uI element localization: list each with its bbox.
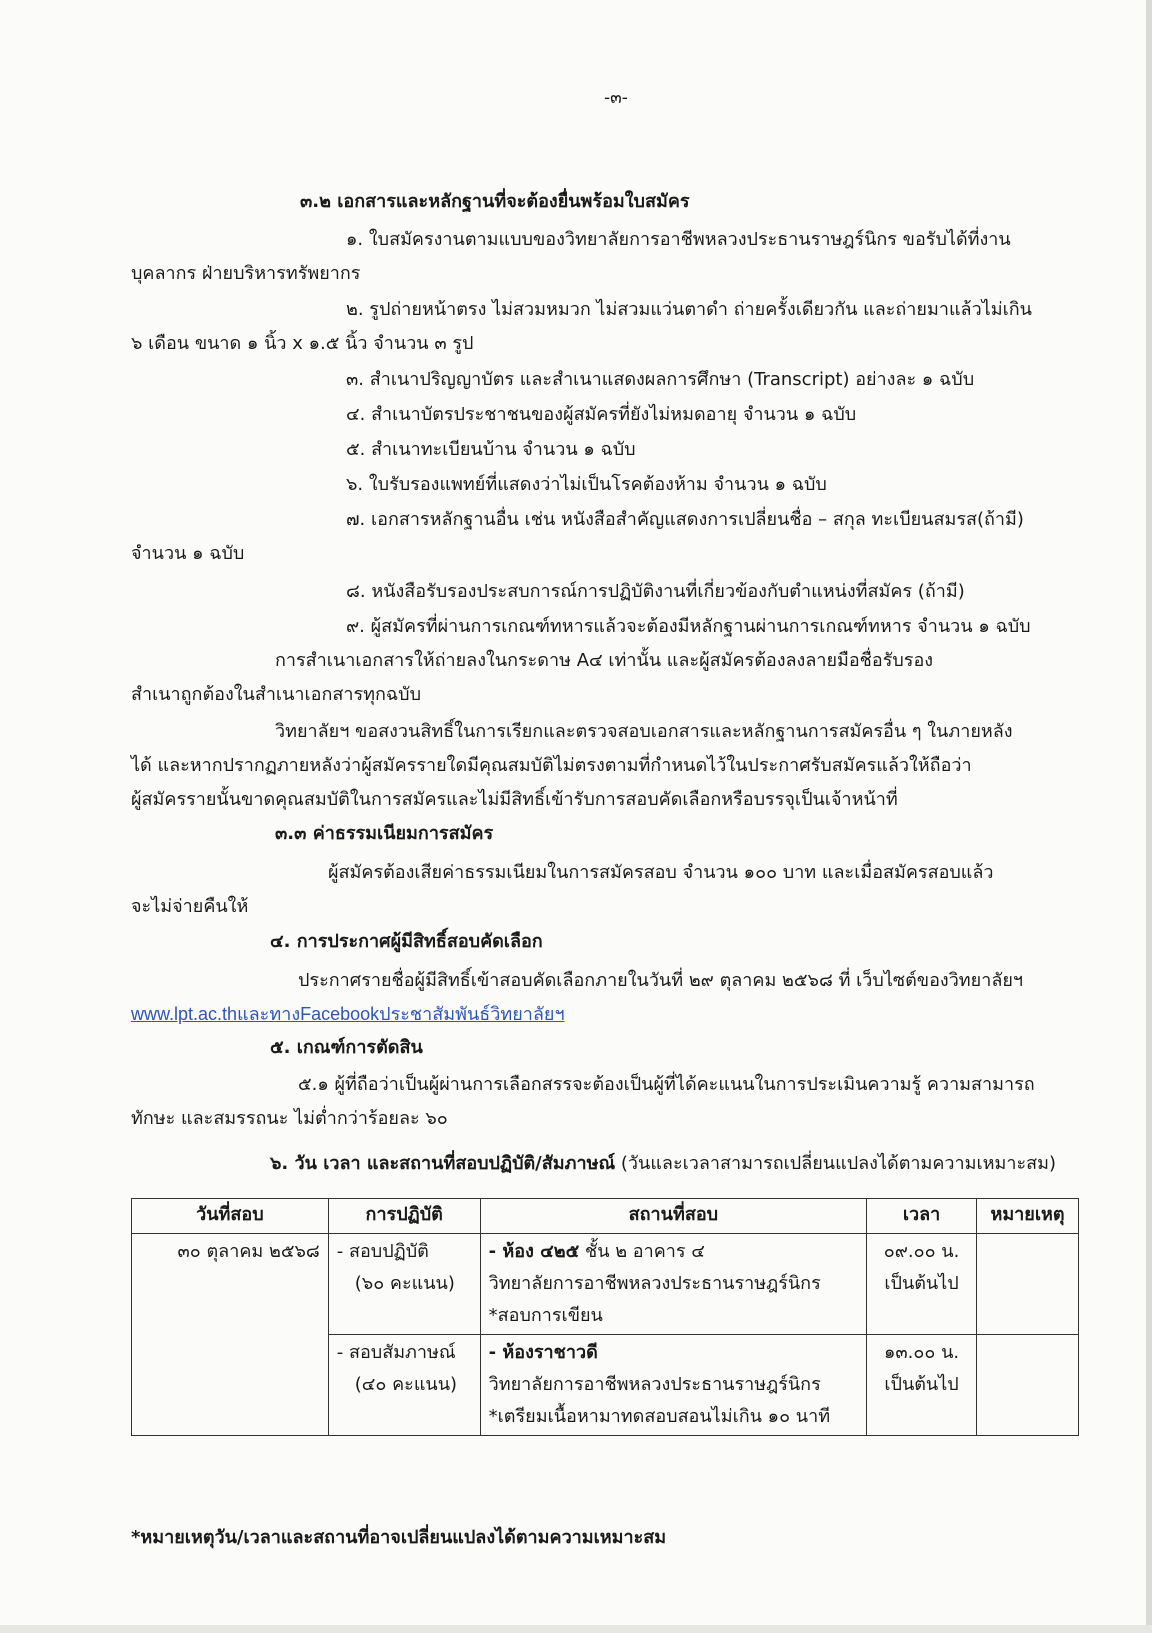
page-bottom-edge	[0, 1625, 1152, 1633]
exam-date-cell: ๓๐ ตุลาคม ๒๕๖๘	[132, 1234, 329, 1436]
time-onward: เป็นต้นไป	[884, 1273, 959, 1294]
time-cell	[867, 1335, 977, 1436]
copy-instruction-line-1: การสำเนาเอกสารให้ถ่ายลงในกระดาษ A๔ เท่านั้น และผู้สมัครต้องลงลายมือชื่อรับรอง	[275, 650, 934, 671]
item-4: ๔. สำเนาบัตรประชาชนของผู้สมัครที่ยังไม่หมดอายุ จำนวน ๑ ฉบับ	[346, 404, 857, 425]
section-6-heading	[270, 1152, 1056, 1176]
item-8: ๘. หนังสือรับรองประสบการณ์การปฏิบัติงานที่เกี่ยวข้องกับตำแหน่งที่สมัคร (ถ้ามี)	[346, 581, 965, 602]
criteria-line-1: ๕.๑ ผู้ที่ถือว่าเป็นผู้ผ่านการเลือกสรรจะต้องเป็นผู้ที่ได้คะแนนในการประเมินความรู้ ความสามารถ	[298, 1074, 1035, 1095]
section-3-3-heading: ๓.๓ ค่าธรรมเนียมการสมัคร	[275, 823, 494, 844]
time-cell	[867, 1234, 977, 1335]
fee-line-1: ผู้สมัครต้องเสียค่าธรรมเนียมในการสมัครสอบ จำนวน ๑๐๐ บาท และเมื่อสมัครสอบแล้ว	[328, 862, 994, 883]
item-2-line-1: ๒. รูปถ่ายหน้าตรง ไม่สวมหมวก ไม่สวมแว่นตาดำ ถ่ายครั้งเดียวกัน และถ่ายมาแล้วไม่เกิน	[346, 299, 1032, 320]
venue-cell	[480, 1335, 866, 1436]
section-6-heading-note: (วันและเวลาสามารถเปลี่ยนแปลงได้ตามความเหมาะสม)	[615, 1153, 1057, 1174]
item-5: ๕. สำเนาทะเบียนบ้าน จำนวน ๑ ฉบับ	[346, 439, 636, 460]
exam-schedule-table	[131, 1198, 1079, 1436]
item-1-line-2: บุคลากร ฝ่ายบริหารทรัพยากร	[131, 263, 361, 284]
activity-cell	[328, 1335, 480, 1436]
announcement-line: ประกาศรายชื่อผู้มีสิทธิ์เข้าสอบคัดเลือกภายในวันที่ ๒๙ ตุลาคม ๒๕๖๘ ที่ เว็บไซต์ของวิทยาลัยฯ	[298, 970, 1024, 991]
venue-room: - ห้อง ๔๒๕	[488, 1241, 580, 1262]
table-header-row	[132, 1199, 1079, 1234]
venue-note: *เตรียมเนื้อหามาทดสอบสอนไม่เกิน ๑๐ นาที	[488, 1406, 831, 1427]
activity-cell	[328, 1234, 480, 1335]
activity-name: - สอบปฏิบัติ	[336, 1241, 429, 1262]
activity-points: (๔๐ คะแนน)	[354, 1374, 458, 1395]
section-5-heading: ๕. เกณฑ์การตัดสิน	[270, 1037, 423, 1058]
header-remarks: หมายเหตุ	[977, 1199, 1079, 1234]
reserve-rights-line-2: ได้ และหากปรากฏภายหลังว่าผู้สมัครรายใดมีคุณสมบัติไม่ตรงตามที่กำหนดไว้ในประกาศรับสมัครแล้วให้ถือว่า	[131, 755, 972, 776]
criteria-line-2: ทักษะ และสมรรถนะ ไม่ต่ำกว่าร้อยละ ๖๐	[131, 1108, 448, 1129]
header-exam-date: วันที่สอบ	[132, 1199, 329, 1234]
venue-cell	[480, 1234, 866, 1335]
header-venue: สถานที่สอบ	[480, 1199, 866, 1234]
fee-line-2: จะไม่จ่ายคืนให้	[131, 896, 249, 917]
venue-note: *สอบการเขียน	[488, 1305, 603, 1326]
item-3: ๓. สำเนาปริญญาบัตร และสำเนาแสดงผลการศึกษา (Transcript) อย่างละ ๑ ฉบับ	[346, 369, 975, 390]
item-9: ๙. ผู้สมัครที่ผ่านการเกณฑ์ทหารแล้วจะต้องมีหลักฐานผ่านการเกณฑ์ทหาร จำนวน ๑ ฉบับ	[346, 616, 1031, 637]
venue-college: วิทยาลัยการอาชีพหลวงประธานราษฎร์นิกร	[488, 1374, 821, 1395]
reserve-rights-line-1: วิทยาลัยฯ ขอสงวนสิทธิ์ในการเรียกและตรวจสอบเอกสารและหลักฐานการสมัครอื่น ๆ ในภายหลัง	[275, 721, 1013, 742]
section-3-2-heading: ๓.๒ เอกสารและหลักฐานที่จะต้องยื่นพร้อมใบสมัคร	[300, 191, 690, 212]
page-number: -๓-	[604, 88, 628, 108]
venue-floor-building: ชั้น ๒ อาคาร ๔	[579, 1241, 705, 1262]
activity-name: - สอบสัมภาษณ์	[336, 1342, 456, 1363]
time-onward: เป็นต้นไป	[884, 1374, 959, 1395]
table-row	[132, 1234, 1079, 1335]
header-activity: การปฏิบัติ	[328, 1199, 480, 1234]
item-1-line-1: ๑. ใบสมัครงานตามแบบของวิทยาลัยการอาชีพหลวงประธานราษฎร์นิกร ขอรับได้ที่งาน	[346, 229, 1011, 250]
venue-college: วิทยาลัยการอาชีพหลวงประธานราษฎร์นิกร	[488, 1273, 821, 1294]
time-start: ๑๓.๐๐ น.	[883, 1342, 960, 1363]
remarks-cell	[977, 1234, 1079, 1335]
item-6: ๖. ใบรับรองแพทย์ที่แสดงว่าไม่เป็นโรคต้องห้าม จำนวน ๑ ฉบับ	[346, 474, 827, 495]
time-start: ๐๙.๐๐ น.	[883, 1241, 960, 1262]
section-4-heading: ๔. การประกาศผู้มีสิทธิ์สอบคัดเลือก	[270, 931, 543, 952]
venue-room: - ห้องราชาวดี	[488, 1342, 598, 1363]
item-7-line-2: จำนวน ๑ ฉบับ	[131, 543, 245, 564]
section-6-heading-main: ๖. วัน เวลา และสถานที่สอบปฏิบัติ/สัมภาษณ์	[270, 1153, 616, 1174]
remarks-cell	[977, 1335, 1079, 1436]
activity-points: (๖๐ คะแนน)	[354, 1273, 455, 1294]
header-time: เวลา	[867, 1199, 977, 1234]
item-7-line-1: ๗. เอกสารหลักฐานอื่น เช่น หนังสือสำคัญแสดงการเปลี่ยนชื่อ – สกุล ทะเบียนสมรส(ถ้ามี)	[346, 509, 1024, 530]
reserve-rights-line-3: ผู้สมัครรายนั้นขาดคุณสมบัติในการสมัครและไม่มีสิทธิ์เข้ารับการสอบคัดเลือกหรือบรรจุเป็นเจ้าหน้าที่	[131, 789, 898, 810]
item-2-line-2: ๖ เดือน ขนาด ๑ นิ้ว x ๑.๕ นิ้ว จำนวน ๓ รูป	[131, 333, 474, 354]
website-link[interactable]: www.lpt.ac.thและทางFacebookประชาสัมพันธ์วิทยาลัยฯ	[131, 1004, 565, 1024]
footer-note: *หมายเหตุวัน/เวลาและสถานที่อาจเปลี่ยนแปลงได้ตามความเหมาะสม	[131, 1527, 667, 1548]
copy-instruction-line-2: สำเนาถูกต้องในสำเนาเอกสารทุกฉบับ	[131, 684, 421, 705]
